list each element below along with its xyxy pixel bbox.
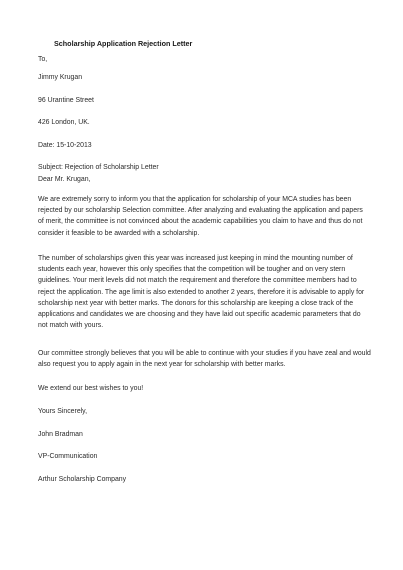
letter-title: Scholarship Application Rejection Letter xyxy=(54,39,193,48)
paragraph-2-line: applications and candidates we are choosing and they have laid out specific academic parameters that do xyxy=(38,311,361,319)
paragraph-3 xyxy=(38,348,370,370)
salutation: Dear Mr. Krugan, xyxy=(38,176,91,183)
letter-date: Date: 15-10-2013 xyxy=(38,142,92,149)
paragraph-3-line: Our committee strongly believes that you will be able to continue with your studies if you have zeal and would xyxy=(38,350,371,357)
paragraph-2 xyxy=(38,253,370,331)
to-label: To, xyxy=(38,56,48,63)
address-line-1: 96 Urantine Street xyxy=(38,97,94,104)
paragraph-2-line: students each year, however this only specifies that the competition will be tougher and on very stern xyxy=(38,266,346,274)
signer-name: John Bradman xyxy=(38,431,83,438)
address-line-2: 426 London, UK. xyxy=(38,119,90,126)
paragraph-2-line: The number of scholarships given this year was increased just keeping in mind the mounting number of xyxy=(38,255,353,262)
best-wishes: We extend our best wishes to you! xyxy=(38,385,144,392)
letter-subject: Subject: Rejection of Scholarship Letter xyxy=(38,164,159,171)
paragraph-1 xyxy=(38,194,370,239)
paragraph-1-line: rejected by our scholarship Selection committee. After analyzing and evaluating the application and papers xyxy=(38,207,363,215)
paragraph-3-line: also request you to apply again in the next year for scholarship with better marks. xyxy=(38,361,286,369)
paragraph-2-line: scholarship next year with better marks. The donors for this scholarship are keeping a close track of the xyxy=(38,299,354,307)
paragraph-1-line: We are extremely sorry to inform you that the application for scholarship of your MCA studies has been xyxy=(38,196,352,203)
signer-title: VP-Communication xyxy=(38,453,98,460)
paragraph-2-line: reject the application. The age limit is also extended to another 2 years, therefore it is advisable to apply for xyxy=(38,288,365,296)
closing: Yours Sincerely, xyxy=(38,408,88,415)
paragraph-2-line: guidelines. Your merit levels did not match the requirement and therefore the committee members had to xyxy=(38,277,357,285)
paragraph-2-line: not match with yours. xyxy=(38,322,104,330)
signer-company: Arthur Scholarship Company xyxy=(38,476,127,483)
recipient-name: Jimmy Krugan xyxy=(38,74,83,81)
paragraph-1-line: consider it feasible to be awarded with a scholarship. xyxy=(38,229,200,237)
paragraph-1-line: of merit, the committee is not convinced about the academic capabilities you claim to have and thus do not xyxy=(38,218,363,226)
